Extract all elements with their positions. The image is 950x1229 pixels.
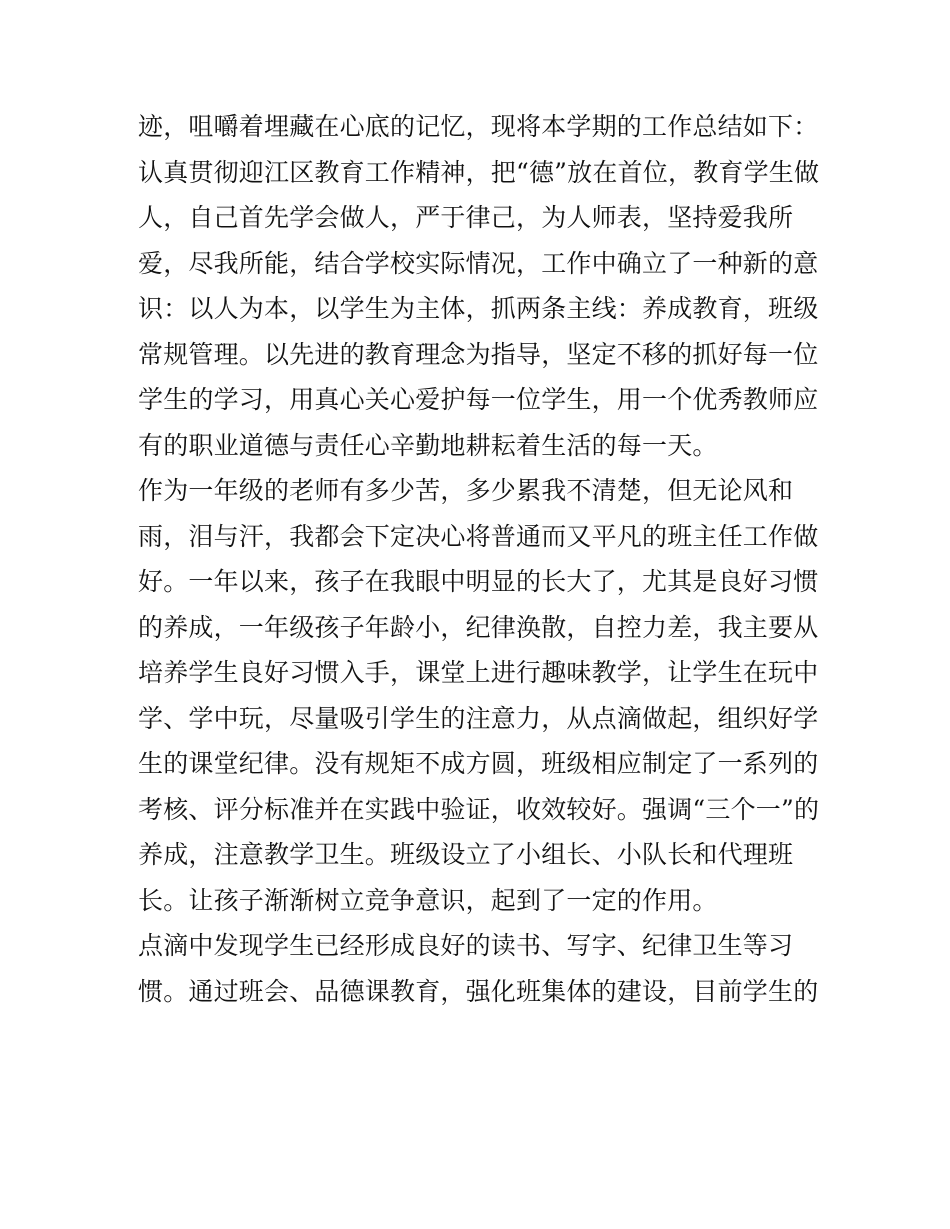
text-line: 人，自己首先学会做人，严于律己，为人师表，坚持爱我所	[138, 203, 794, 232]
text-line: 作为一年级的老师有多少苦，多少累我不清楚，但无论风和	[138, 476, 794, 505]
text-line: 迹，咀嚼着埋藏在心底的记忆，现将本学期的工作总结如下：	[138, 112, 819, 141]
body-text	[138, 104, 818, 1014]
text-line: 培养学生良好习惯入手，课堂上进行趣味教学，让学生在玩中	[138, 658, 819, 687]
text-line: 学、学中玩，尽量吸引学生的注意力，从点滴做起，组织好学	[138, 703, 819, 733]
text-line: 雨，泪与汗，我都会下定决心将普通而又平凡的班主任工作做	[138, 521, 819, 551]
text-line: 的养成，一年级孩子年龄小，纪律涣散，自控力差，我主要从	[138, 612, 819, 642]
text-line: 生的课堂纪律。没有规矩不成方圆，班级相应制定了一系列的	[138, 749, 819, 778]
text-line: 好。一年以来，孩子在我眼中明显的长大了，尤其是良好习惯	[138, 567, 819, 596]
text-line: 惯。通过班会、品德课教育，强化班集体的建设，目前学生的	[138, 976, 819, 1006]
text-line: 点滴中发现学生已经形成良好的读书、写字、纪律卫生等习	[138, 931, 794, 960]
text-line: 考核、评分标准并在实践中验证，收效较好。强调“三个一”的	[138, 794, 820, 824]
text-line: 认真贯彻迎江区教育工作精神，把“德”放在首位，教育学生做	[138, 157, 820, 187]
text-line: 识：以人为本，以学生为主体，抓两条主线：养成教育，班级	[138, 294, 819, 323]
text-line: 爱，尽我所能，结合学校实际情况，工作中确立了一种新的意	[138, 248, 819, 278]
text-line: 养成，注意教学卫生。班级设立了小组长、小队长和代理班	[138, 840, 794, 869]
text-line: 学生的学习，用真心关心爱护每一位学生，用一个优秀教师应	[138, 385, 819, 414]
text-line: 常规管理。以先进的教育理念为指导，坚定不移的抓好每一位	[138, 339, 819, 369]
text-line: 长。让孩子渐渐树立竞争意识，起到了一定的作用。	[138, 885, 718, 915]
text-line: 有的职业道德与责任心辛勤地耕耘着生活的每一天。	[138, 430, 718, 460]
